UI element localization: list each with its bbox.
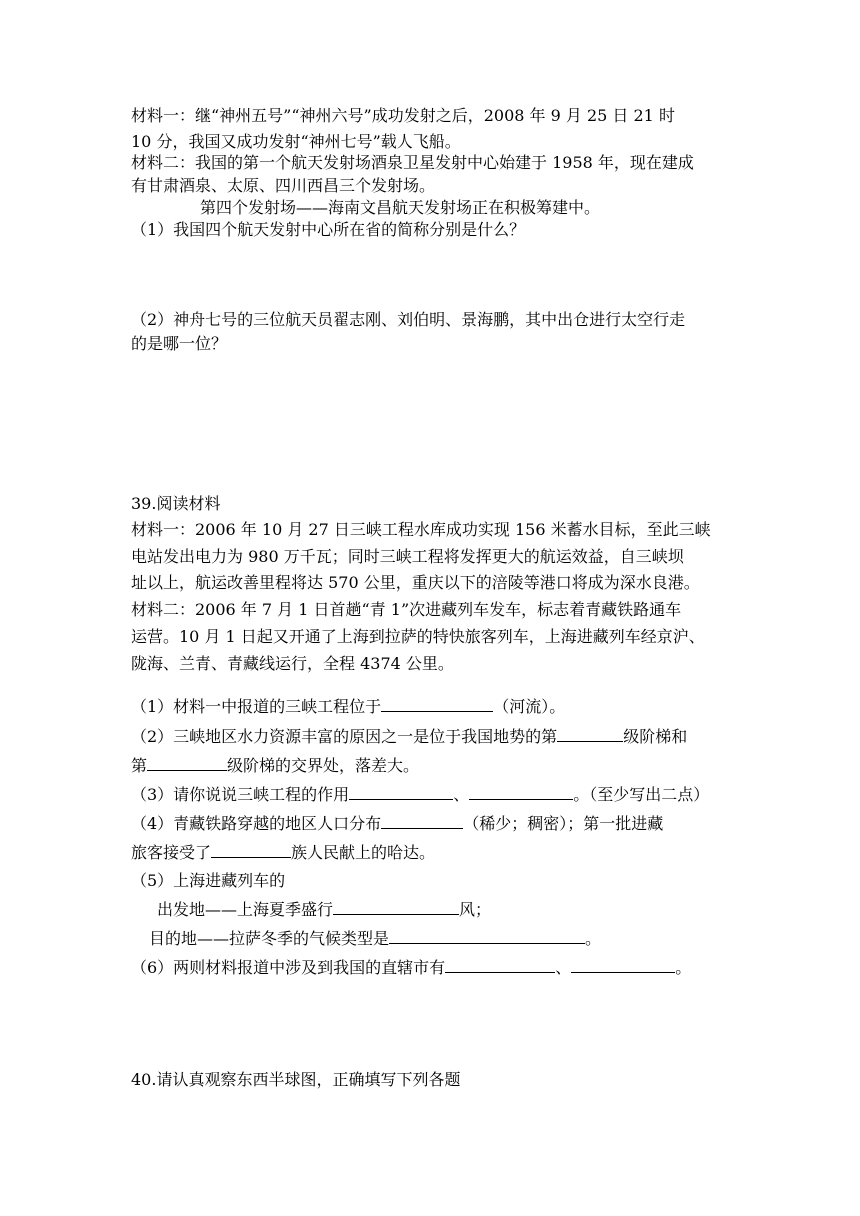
answer-blank[interactable] [571, 957, 675, 973]
material-2-line-2: 有甘肃酒泉、太原、四川西昌三个发射场。 [131, 176, 436, 195]
q39-material-2-line-3: 陇海、兰青、青藏线运行，全程 4374 公里。 [131, 654, 454, 673]
q39-sub-3: （3）请你说说三峡工程的作用 、 。（至少写出二点） [131, 785, 710, 804]
q39-sub-6: （6）两则材料报道中涉及到我国的直辖市有 、 。 [131, 958, 692, 977]
material-2-line-3: 第四个发射场——海南文昌航天发射场正在积极筹建中。 [200, 198, 601, 217]
question-2-line-1: （2）神舟七号的三位航天员翟志刚、刘伯明、景海鹏，其中出仓进行太空行走 [131, 310, 686, 329]
q39-sub-4-line-1: （4）青藏铁路穿越的地区人口分布 （稀少；稠密）；第一批进藏 [131, 814, 664, 833]
q39-material-1-line-1: 材料一：2006 年 10 月 27 日三峡工程水库成功实现 156 米蓄水目标，至此三峡 [131, 520, 711, 539]
answer-blank[interactable] [147, 755, 227, 771]
answer-blank[interactable] [557, 726, 623, 742]
answer-blank[interactable] [211, 842, 291, 858]
question-40-title: 40.请认真观察东西半球图，正确填写下列各题 [131, 1070, 461, 1089]
q39-sub-1: （1）材料一中报道的三峡工程位于 （河流）。 [131, 697, 566, 716]
q39-sub-2-line-1: （2）三峡地区水力资源丰富的原因之一是位于我国地势的第 级阶梯和 [131, 727, 688, 746]
answer-blank[interactable] [445, 957, 555, 973]
question-1: （1）我国四个航天发射中心所在省的简称分别是什么？ [131, 220, 526, 239]
q39-material-2-line-2: 运营。10 月 1 日起又开通了上海到拉萨的特快旅客列车，上海进藏列车经京沪、 [131, 627, 705, 646]
answer-blank[interactable] [389, 928, 585, 944]
answer-blank[interactable] [381, 696, 493, 712]
answer-blank[interactable] [381, 813, 463, 829]
q39-material-2-line-1: 材料二：2006 年 7 月 1 日首趟“青 1”次进藏列车发车，标志着青藏铁路通车 [131, 600, 682, 619]
material-1-line-1: 材料一：继“神州五号”“神州六号”成功发射之后，2008 年 9 月 25 日 21 时 [131, 106, 675, 125]
q39-sub-2-line-2: 第 级阶梯的交界处，落差大。 [131, 756, 420, 775]
material-1-line-2: 10 分，我国又成功发射“神州七号”载人飞船。 [131, 132, 461, 151]
question-2-line-2: 的是哪一位？ [131, 334, 228, 353]
material-2-line-1: 材料二：我国的第一个航天发射场酒泉卫星发射中心始建于 1958 年，现在建成 [131, 153, 694, 172]
answer-blank[interactable] [349, 784, 453, 800]
answer-blank[interactable] [469, 784, 573, 800]
answer-blank[interactable] [333, 899, 459, 915]
q39-sub-5-destination: 目的地——拉萨冬季的气候类型是 。 [149, 929, 602, 948]
q39-material-1-line-3: 址以上，航运改善里程将达 570 公里，重庆以下的涪陵等港口将成为深水良港。 [131, 573, 700, 592]
q39-sub-4-line-2: 旅客接受了 族人民献上的哈达。 [131, 843, 436, 862]
question-39-title: 39.阅读材料 [131, 494, 221, 513]
q39-sub-5-origin: 出发地——上海夏季盛行 风； [157, 900, 492, 919]
q39-sub-5: （5）上海进藏列车的 [131, 871, 286, 890]
q39-material-1-line-2: 电站发出电力为 980 万千瓦；同时三峡工程将发挥更大的航运效益，自三峡坝 [131, 547, 684, 566]
